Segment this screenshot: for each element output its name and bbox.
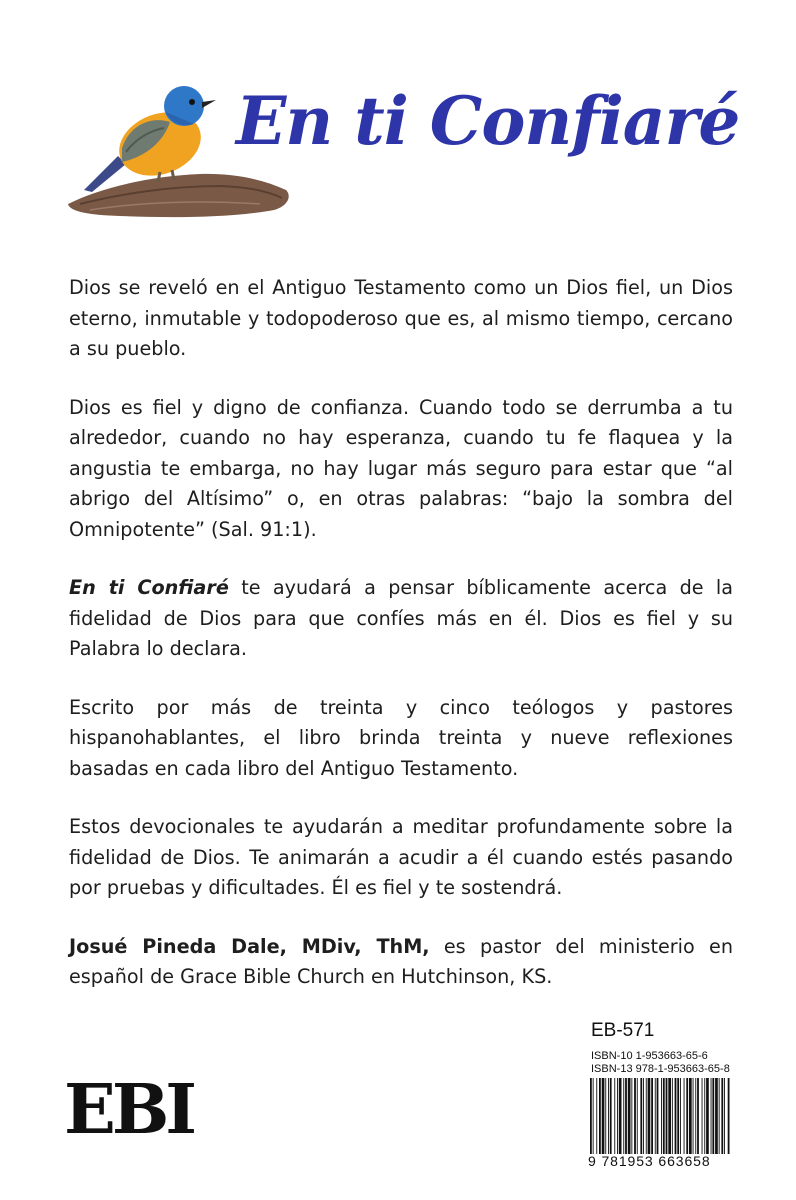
isbn-13: ISBN-13 978-1-953663-65-8 bbox=[591, 1063, 730, 1075]
product-code: EB-571 bbox=[591, 1020, 655, 1041]
emphasized-title: En ti Confiaré bbox=[69, 576, 229, 599]
paragraph-3-rest: te ayudará a pensar bíblicamente acerca de la fidelidad de Dios para que confíes más en él. Dios es fiel y su Palabra lo declara. bbox=[69, 576, 733, 660]
author-paragraph bbox=[69, 932, 733, 993]
back-cover-text bbox=[69, 273, 733, 993]
paragraph-1: Dios se reveló en el Antiguo Testamento como un Dios fiel, un Dios eterno, inmutable y todopoderoso que es, al mismo tiempo, cercano a su pueblo. bbox=[69, 276, 733, 360]
paragraph-4: Escrito por más de treinta y cinco teólogos y pastores hispanohablantes, el libro brinda treinta y nueve reflexiones basadas en cada libro del Antiguo Testamento. bbox=[69, 695, 733, 780]
paragraph-2: Dios es fiel y digno de confianza. Cuando todo se derrumba a tu alrededor, cuando no hay esperanza, cuando tu fe flaquea y la angustia te embarga, no hay lugar más seguro para estar que “al abrigo del Altísimo” o, en otras palabras: “bajo la sombra del Omnipotente” (Sal. 91:1). bbox=[69, 395, 733, 541]
author-name: Josué Pineda Dale, MDiv, ThM, bbox=[69, 934, 430, 958]
paragraph-5: Estos devocionales te ayudarán a meditar profundamente sobre la fidelidad de Dios. Te animarán a acudir a él cuando estés pasando por pruebas y dificultades. Él es fiel y te sostendrá. bbox=[69, 815, 733, 899]
book-title: En ti Confiaré bbox=[236, 82, 740, 160]
barcode-icon bbox=[588, 1078, 730, 1154]
author-bio: es pastor del ministerio en español de Grace Bible Church en Hutchinson, KS. bbox=[69, 934, 733, 988]
barcode-digits: 9 781953 663658 bbox=[588, 1153, 711, 1169]
publisher-logo: EBI bbox=[64, 1070, 194, 1150]
isbn-10: ISBN-10 1-953663-65-6 bbox=[591, 1050, 708, 1062]
paragraph-3 bbox=[69, 573, 733, 665]
